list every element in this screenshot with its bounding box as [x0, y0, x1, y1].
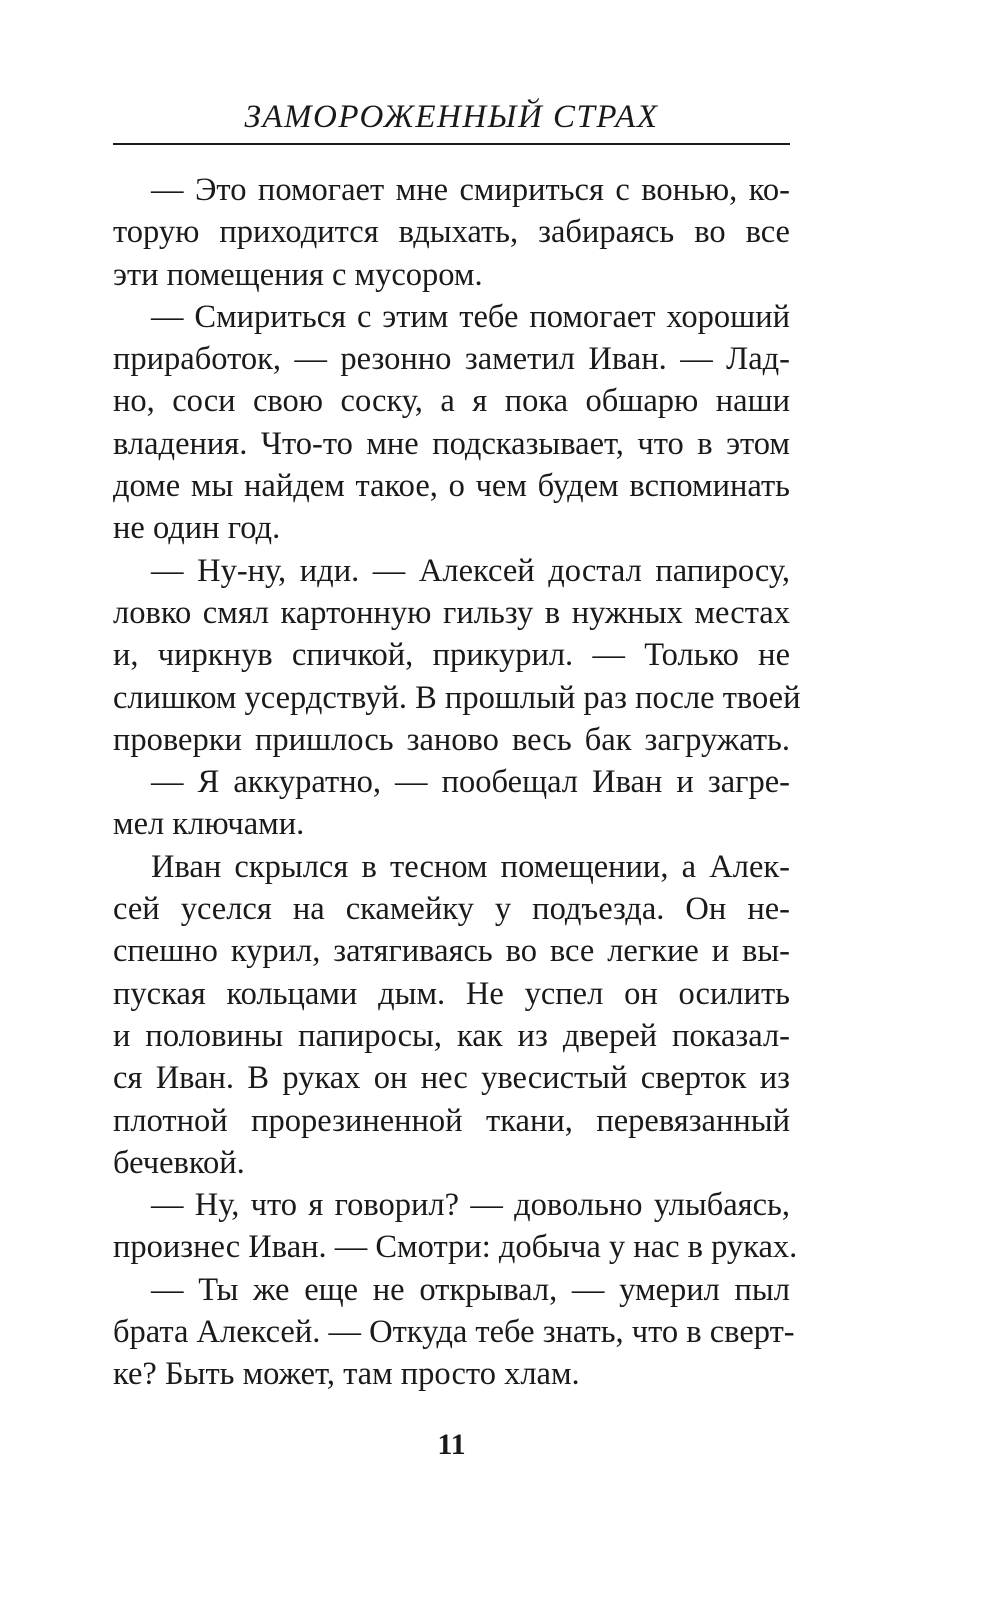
- text-line: ся Иван. В руках он нес увесистый сверток из: [113, 1060, 790, 1097]
- text-line: — Это помогает мне смириться с вонью, ко-: [151, 172, 790, 208]
- text-line: не один год.: [113, 510, 281, 547]
- text-line: и, чиркнув спичкой, прикурил. — Только не: [113, 637, 790, 674]
- text-line: приработок, — резонно заметил Иван. — Лад-: [113, 341, 790, 378]
- text-line: брата Алексей. — Откуда тебе знать, что в сверт-: [113, 1314, 795, 1351]
- text-line: эти помещения с мусором.: [113, 256, 483, 293]
- text-line: Иван скрылся в тесном помещении, а Алек-: [151, 848, 790, 885]
- text-line: доме мы найдем такое, о чем будем вспоминать: [113, 468, 790, 505]
- text-line: мел ключами.: [113, 806, 305, 843]
- text-line: произнес Иван. — Смотри: добыча у нас в руках.: [113, 1229, 798, 1266]
- text-line: спешно курил, затягиваясь во все легкие и вы-: [113, 933, 790, 970]
- text-line: — Ну, что я говорил? — довольно улыбаясь,: [151, 1187, 790, 1224]
- text-line: бечевкой.: [113, 1144, 245, 1181]
- text-line: пуская кольцами дым. Не успел он осилить: [113, 975, 790, 1012]
- text-line: — Ты же еще не открывал, — умерил пыл: [151, 1271, 790, 1308]
- text-line: — Я аккуратно, — пообещал Иван и загре-: [151, 764, 790, 801]
- body-text: [113, 169, 801, 1396]
- page-number: 11: [437, 1428, 466, 1461]
- header-rule: [113, 143, 790, 145]
- text-line: плотной прорезиненной ткани, перевязанный: [113, 1102, 790, 1139]
- text-line: владения. Что-то мне подсказывает, что в этом: [113, 425, 790, 462]
- text-line: ке? Быть может, там просто хлам.: [113, 1356, 580, 1393]
- text-line: слишком усердствуй. В прошлый раз после твоей: [113, 679, 801, 716]
- text-line: и половины папиросы, как из дверей показал-: [113, 1017, 790, 1054]
- text-line: проверки пришлось заново весь бак загружать.: [113, 721, 790, 758]
- text-line: — Ну-ну, иди. — Алексей достал папиросу,: [151, 552, 790, 589]
- text-line: сей уселся на скамейку у подъезда. Он не-: [113, 891, 790, 928]
- text-line: но, соси свою соску, а я пока обшарю наши: [113, 383, 790, 420]
- text-line: — Смириться с этим тебе помогает хороший: [151, 298, 790, 335]
- text-line: торую приходится вдыхать, забираясь во все: [113, 214, 790, 251]
- text-line: ловко смял картонную гильзу в нужных местах: [113, 594, 790, 631]
- running-head-title: ЗАМОРОЖЕННЫЙ СТРАХ: [244, 99, 659, 135]
